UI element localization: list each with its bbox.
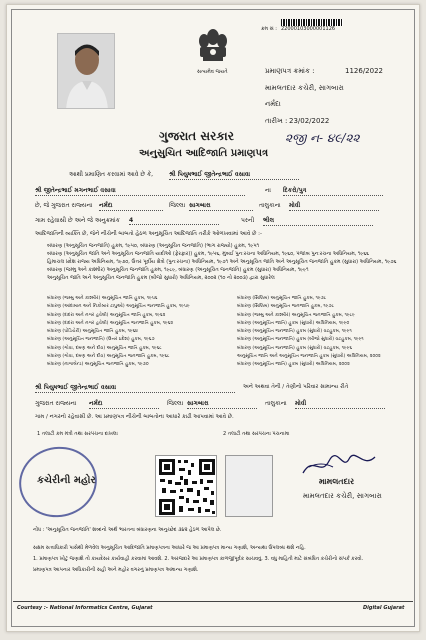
- caste-prefix: પરની: [241, 217, 255, 224]
- son-label: ના: [265, 187, 271, 194]
- taluka2-label: તાલુકાના: [265, 400, 287, 407]
- caste-value: ભીલ: [263, 217, 373, 226]
- order-right-item: બંધારણ (સિક્કિમ) અનુસૂચિત જનજાતિ હુકમ, ૧૯૭૮: [237, 304, 335, 310]
- village-value: મોવી: [289, 202, 379, 211]
- basis-item-2: 2 તલાટી તથા સરપંચના પંચનામા: [223, 431, 290, 437]
- village2-value: મોવી: [295, 400, 385, 409]
- date-label: તારીખ :: [265, 117, 288, 125]
- order-right-item: બંધારણ (સિક્કિમ) અનુસૂચિત જાતિ હુકમ, ૧૯૭૮: [237, 296, 327, 301]
- qr-code: [155, 455, 217, 517]
- order-left-item: બંધારણ (આંદામાન અને નિકોબાર ટાપુઓ) અનુસૂચિત જનજાતિ હુકમ, ૧૯૫૯: [47, 304, 190, 310]
- orders-right-list: [237, 295, 381, 370]
- taluka-value: સાગબારા: [189, 202, 253, 211]
- legal-line-5: અનુસૂચિત જાતિ અને અનુસૂચિત જનજાતિ હુકમ (બીજો સુધારો) અધિનિયમ, ૨૦૦૨ (૧૦ નો ૨૦૦૩) દ્વારા સુધારેલ: [47, 275, 275, 281]
- schedule-text: ગામ રહેવાસી છે અને જે અનુક્રમાંક: [35, 217, 120, 224]
- order-left-item: બંધારણ (પોંડિચેરી) અનુસૂચિત જાતિ હુકમ, ૧૯૬૪: [47, 329, 139, 335]
- closing-text: ગામ / નગરનો રહેવાસી છે. આ પ્રમાણપત્ર નીચેની બાબતોના આધારે કાઢી આપવામાં આવે છે.: [35, 414, 234, 420]
- order-left-item: બંધારણ (નાગાલેન્ડ) અનુસૂચિત જનજાતિ હુકમ, ૧૯૭૦: [47, 362, 149, 368]
- footer-divider: [13, 601, 413, 602]
- government-title: ગુજરાત સરકાર: [159, 129, 234, 143]
- signatory-office: મામલતદાર કચેરી, સાગબારા: [303, 492, 382, 500]
- emblem-caption: સત્યમેવ જયતે: [197, 69, 228, 75]
- legal-line-2: બંધારણ (અનુસૂચિત જાતિ અને અનુસૂચિત જનજાતિ યાદીઓ (ફેરફાર)) હુકમ, ૧૯૫૬, મુંબઈ પુનઃરચના અધિનિયમ, ૧૯૬૦, પંજાબ પુનઃરચના અધિનિયમ, ૧૯૬૬: [47, 251, 369, 257]
- order-right-item: બંધારણ (અનુસૂચિત જાતિ) હુકમ (સુધારો) અધિનિયમ, ૨૦૦૨: [237, 362, 350, 368]
- state-label: છે, જે ગુજરાત રાજ્યના: [35, 202, 93, 209]
- order-left-item: બંધારણ (અનુસૂચિત જનજાતિ) (ઉત્તર પ્રદેશ) હુકમ, ૧૯૬૭: [47, 337, 155, 343]
- legal-line-3: હિમાચલ પ્રદેશ રાજ્ય અધિનિયમ, ૧૯૭૦, ઉત્તર પૂર્વીય ક્ષેત્રો (પુનઃરચના) અધિનિયમ, ૧૯૭૧ અને અનુસૂચિત જાતિ અને અનુસૂચિત જનજાતિ હુકમ (સુધારા) અધિનિયમ, ૧૯૭૬: [47, 259, 397, 265]
- footer-courtesy: Courtesy :- National Informatics Centre, Gujarat: [17, 605, 153, 611]
- intro-text: આથી પ્રમાણિત કરવામાં આવે છે કે,: [69, 171, 154, 178]
- applicant-photo: [57, 33, 115, 109]
- legal-line-1: બંધારણ (અનુસૂચિત જનજાતિ) હુકમ, ૧૯૫૦, બંધારણ (અનુસૂચિત જનજાતિ) (ભાગ રાજ્યો) હુકમ, ૧૯૫૧: [47, 243, 260, 249]
- cert-no-label: પ્રમાણપત્ર ક્રમાંક :: [265, 67, 315, 75]
- order-right-item: બંધારણ (અનુસૂચિત જનજાતિ) હુકમ (બીજો સુધારો) વટહુકમ, ૧૯૯૧: [237, 337, 364, 343]
- note-paragraph: સક્ષમ સત્તાધિકારી પાસેથી મેળવેલ અનુસૂચિત આદિજાતિ પ્રમાણપત્રના આધારે જ આ પ્રમાણપત્ર માન્ય ગણાશે, અન્યથા ઉપલબ્ધ થશે નહિ.: [33, 545, 306, 551]
- barcode-label: ક્રમ સં :: [261, 26, 277, 32]
- certificate-title: અનુસુચિત આદિજાતિ પ્રમાણપત્ર: [139, 148, 269, 159]
- order-left-item: બંધારણ (દાદરા અને નગર હવેલી) અનુસૂચિત જનજાતિ હુકમ, ૧૯૬૨: [47, 320, 174, 326]
- district-name: નર્મદા: [265, 100, 281, 108]
- order-left-item: બંધારણ (જમ્મુ અને કાશ્મીર) અનુસૂચિત જાતિ હુકમ, ૧૯૫૬: [47, 296, 158, 301]
- handwritten-reference: ૨જી ન- ૪૯/૨૨: [285, 131, 360, 145]
- footer-digital-gujarat: Digital Gujarat: [363, 605, 405, 611]
- order-right-item: બંધારણ (અનુસૂચિત જનજાતિ) હુકમ (સુધારો) વટહુકમ, ૧૯૯૧: [237, 329, 352, 335]
- order-left-item: બંધારણ (ગોવા, દમણ અને દીવ) અનુસૂચિત જાતિ હુકમ, ૧૯૬૮: [47, 345, 162, 351]
- district-value: નર્મદા: [99, 202, 163, 211]
- barcode-image: [281, 19, 343, 26]
- district2-label: જિલ્લા: [167, 400, 184, 407]
- certificate-sheet: [6, 4, 420, 632]
- order-right-item: અનુસૂચિત જાતિ અને અનુસૂચિત જનજાતિ હુકમ (સુધારો) અધિનિયમ, ૨૦૦૨: [237, 354, 381, 360]
- date-value: 23/02/2022: [289, 117, 330, 125]
- order-right-item: બંધારણ (અનુસૂચિત જાતિ) હુકમ (સુધારો) અધિનિયમ, ૧૯૯૦: [237, 320, 350, 326]
- orders-left-list: [47, 295, 190, 370]
- order-left-item: બંધારણ (ગોવા, દમણ અને દીવ) અનુસૂચિત જનજાતિ હુકમ, ૧૯૬૮: [47, 354, 170, 360]
- basis-item-1: 1 તલાટી કમ મંત્રી તથા સરપંચના દાખલા: [37, 431, 118, 437]
- resident-suffix: અને અથવા તેની / તેણીનો પરિવાર સામાન્ય રીતે: [243, 384, 349, 390]
- relation-value: દિકરો/પુત્ર: [283, 187, 383, 196]
- stamp-text: કચેરીની મહોર: [37, 475, 96, 486]
- order-right-item: બંધારણ (અનુસૂચિત જનજાતિ) હુકમ (સુધારો) વટહુકમ, ૧૯૯૬: [237, 345, 353, 351]
- officer-signature: [299, 451, 379, 479]
- cert-no-value: 1126/2022: [345, 67, 383, 75]
- office-name: મામલતદાર કચેરી, સાગબારા: [265, 84, 344, 92]
- note-line: નોંધ : 'અનુસૂચિત જનજાતિ' શબ્દનો અર્થ ભારતના બંધારણના અનુચ્છેદ ૩૪૨ હેઠળ આપેલ છે.: [33, 527, 222, 533]
- person-name: શ્રી પિયુષભાઈ જીતેન્દ્રભાઈ વસાવા: [169, 171, 299, 180]
- legal-line-4: બંધારણ (જમ્મુ અને કાશ્મીર) અનુસૂચિત જનજાતિ હુકમ, ૧૯૮૯, બંધારણ (અનુસૂચિત જનજાતિ) હુકમ (સુધારા) અધિનિયમ, ૧૯૯૧: [47, 267, 309, 273]
- note-last: પ્રમાણપત્ર આપનાર અધિકારીની સહી અને મહોર વગરનું પ્રમાણપત્ર અમાન્ય ગણાશે.: [33, 567, 199, 573]
- taluka-label: તાલુકાના: [259, 202, 281, 209]
- tribe-text: આદિજાતિની વ્યક્તિ છે, જેને નીચેની બાબતો હેઠળ અનુસૂચિત આદિજાતિ તરીકે ઓળખવામાં આવે છે :-: [35, 231, 262, 237]
- father-name: શ્રી જીતેન્દ્રભાઈ મગનભાઈ વસાવા: [35, 187, 245, 196]
- district2-value: નર્મદા: [89, 400, 159, 409]
- resident-name: શ્રી પિયુષભાઈ જીતેન્દ્રભાઈ વસાવા: [35, 384, 235, 393]
- photo-thumbnail: [225, 455, 273, 517]
- note-points: 1. પ્રમાણપત્ર ખોટું જણાશે તો કાયદેસર કાર્યવાહી કરવામાં આવશે. 2. અરજદારે આ પ્રમાણપત્ર કાળજીપૂર્વક સાચવવું. 3. વધુ માહિતી માટે સંબંધિત કચેરીનો સંપર્ક કરવો.: [33, 556, 364, 562]
- district-label: જિલ્લા: [169, 202, 186, 209]
- taluka2-value: સાગબારા: [187, 400, 257, 409]
- state2-label: ગુજરાત રાજ્યના: [35, 400, 77, 407]
- barcode-number: 22000103000001126: [281, 26, 336, 32]
- order-left-item: બંધારણ (દાદરા અને નગર હવેલી) અનુસૂચિત જાતિ હુકમ, ૧૯૬૨: [47, 312, 166, 318]
- signatory-designation: મામલતદાર: [319, 477, 355, 486]
- order-right-item: બંધારણ (જમ્મુ અને કાશ્મીર) અનુસૂચિત જનજાતિ હુકમ, ૧૯૮૯: [237, 312, 355, 318]
- schedule-number: 4: [129, 217, 219, 225]
